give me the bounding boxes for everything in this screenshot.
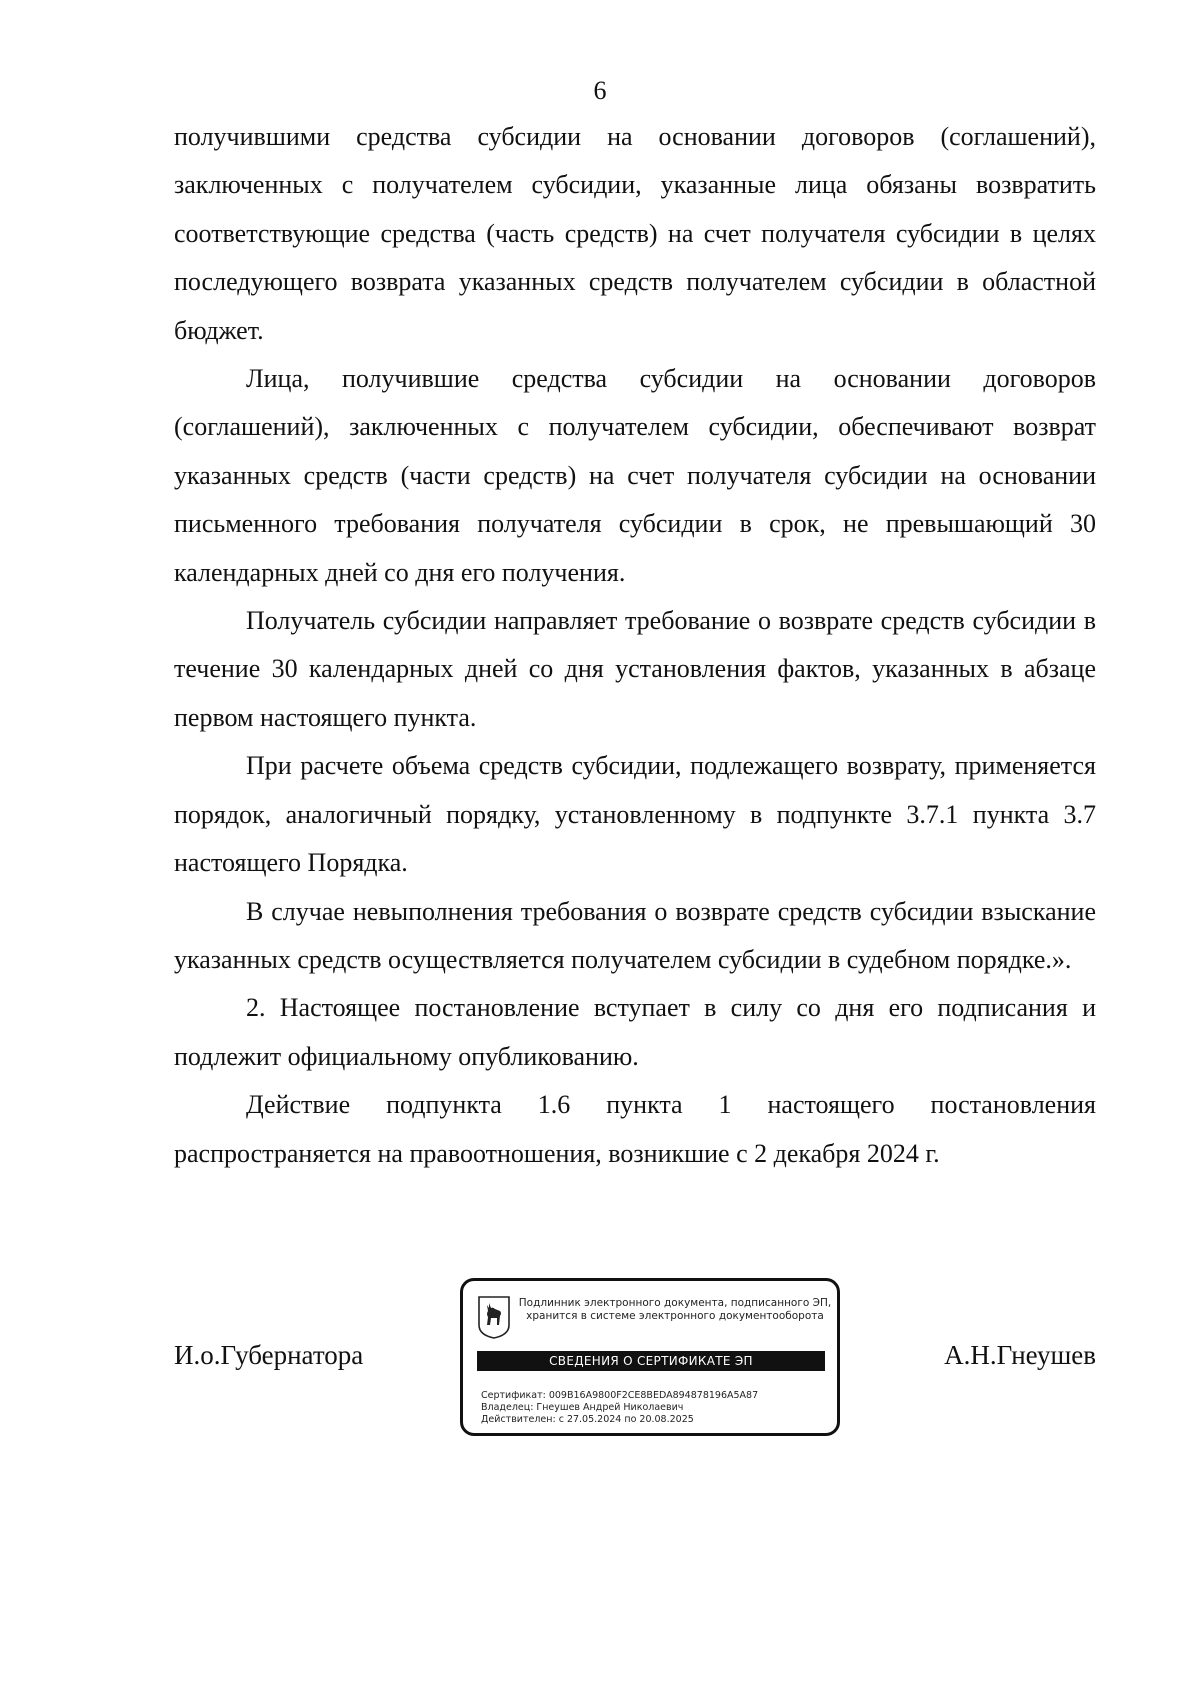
paragraph-court-recovery: В случае невыполнения требования о возврате средств субсидии взыскание указанных средств осуществляется получателем субсидии в судебном порядке.». xyxy=(174,896,1096,974)
deer-coat-of-arms-icon xyxy=(477,1295,511,1339)
paragraph-calculation: При расчете объема средств субсидии, подлежащего возврату, применяется порядок, аналогичный порядку, установленному в подпункте 3.7.1 пункта 3.7 настоящего Порядка. xyxy=(174,751,1096,878)
certificate-validity: Действителен: с 27.05.2024 по 20.08.2025 xyxy=(481,1414,694,1425)
stamp-header xyxy=(515,1297,835,1323)
certificate-number: Сертификат: 009B16A9800F2CE8BEDA894878196A5A87 xyxy=(481,1390,759,1401)
paragraph-return-request: Получатель субсидии направляет требование о возврате средств субсидии в течение 30 календарных дней со дня установления фактов, указанных в абзаце первом настоящего пункта. xyxy=(174,606,1096,732)
signer-title: И.о.Губернатора xyxy=(174,1340,364,1370)
page-number: 6 xyxy=(593,76,607,105)
paragraph-return-obligation: Лица, получившие средства субсидии на основании договоров (соглашений), заключенных с получателем субсидии, обеспечивают возврат указанных средств (части средств) на счет получателя субсидии на основании письменного требования получателя субсидии в срок, не превышающий 30 календарных дней со дня его получения. xyxy=(174,364,1096,587)
certificate-owner: Владелец: Гнеушев Андрей Николаевич xyxy=(481,1402,684,1413)
signer-name: А.Н.Гнеушев xyxy=(944,1340,1096,1370)
certificate-info-bar: СВЕДЕНИЯ О СЕРТИФИКАТЕ ЭП xyxy=(477,1351,825,1371)
paragraph-retroactive-effect: Действие подпункта 1.6 пункта 1 настоящего постановления распространяется на правоотношения, возникшие с 2 декабря 2024 г. xyxy=(174,1090,1096,1168)
document-body xyxy=(174,113,1096,1178)
certificate-details xyxy=(481,1390,831,1426)
paragraph-entry-into-force: 2. Настоящее постановление вступает в силу со дня его подписания и подлежит официальному опубликованию. xyxy=(174,993,1096,1071)
paragraph-continuation: получившими средства субсидии на основании договоров (соглашений), заключенных с получателем субсидии, указанные лица обязаны возвратить соответствующие средства (часть средств) на счет получателя субсидии в целях последующего возврата указанных средств получателем субсидии в областной бюджет. xyxy=(174,122,1096,345)
electronic-signature-stamp xyxy=(460,1278,840,1436)
stamp-header-line: Подлинник электронного документа, подписанного ЭП, xyxy=(518,1297,832,1309)
stamp-header-line: хранится в системе электронного документооборота xyxy=(526,1310,824,1322)
